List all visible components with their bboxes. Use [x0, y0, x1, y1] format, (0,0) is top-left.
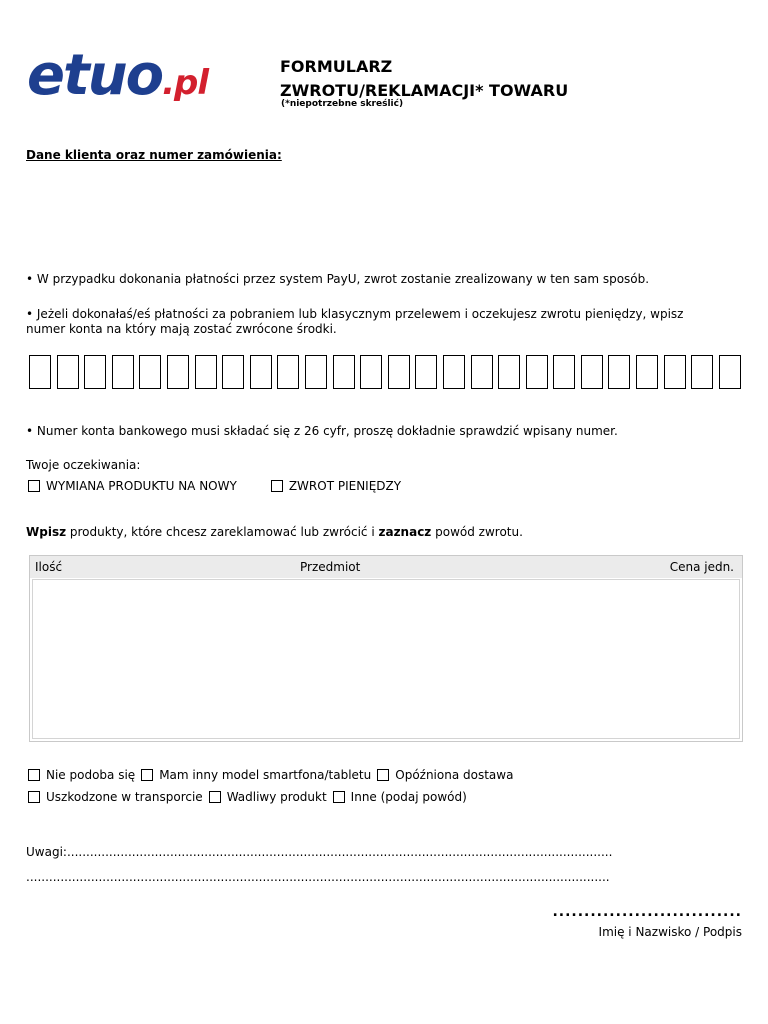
account-digit-box[interactable]	[691, 355, 713, 389]
account-digit-box[interactable]	[305, 355, 327, 389]
account-digit-box[interactable]	[112, 355, 134, 389]
reason-other-label: Inne (podaj powód)	[350, 790, 467, 804]
form-title-line1: FORMULARZ	[280, 57, 393, 76]
account-digit-box[interactable]	[581, 355, 603, 389]
form-title-note: (*niepotrzebne skreślić)	[281, 99, 404, 109]
account-digit-box[interactable]	[636, 355, 658, 389]
reason-dislike[interactable]	[28, 768, 135, 782]
customer-data-heading: Dane klienta oraz numer zamówienia:	[26, 148, 282, 162]
option-exchange[interactable]	[28, 479, 237, 493]
account-digit-box[interactable]	[526, 355, 548, 389]
instruction-text2: powód zwrotu.	[431, 525, 523, 539]
account-digit-box[interactable]	[222, 355, 244, 389]
account-info-line1: • Jeżeli dokonałaś/eś płatności za pobraniem lub klasycznym przelewem i oczekujesz zwrotu pieniędzy, wpisz	[26, 307, 684, 321]
account-digit-box[interactable]	[608, 355, 630, 389]
account-digit-box[interactable]	[250, 355, 272, 389]
account-digit-box[interactable]	[277, 355, 299, 389]
account-digit-box[interactable]	[443, 355, 465, 389]
signature-label: Imię i Nazwisko / Podpis	[598, 925, 742, 939]
account-digit-box[interactable]	[57, 355, 79, 389]
reason-transport-damage[interactable]	[28, 790, 203, 804]
payu-info: • W przypadku dokonania płatności przez system PayU, zwrot zostanie zrealizowany w ten sam sposób.	[26, 272, 650, 286]
checkbox-dislike[interactable]	[28, 769, 40, 781]
account-info-line2: numer konta na który mają zostać zwrócone środki.	[26, 322, 337, 336]
remarks-dots-2: .........................................................................................................................................................	[26, 870, 610, 884]
instruction-bold-write: Wpisz	[26, 525, 67, 539]
option-refund-label: ZWROT PIENIĘDZY	[288, 479, 402, 493]
col-unit-price: Cena jedn.	[669, 560, 734, 574]
account-digit-box[interactable]	[498, 355, 520, 389]
products-table-header	[30, 556, 742, 578]
checkbox-exchange[interactable]	[28, 480, 40, 492]
products-instruction	[26, 525, 523, 540]
col-item: Przedmiot	[300, 560, 361, 574]
etuo-logo	[27, 43, 209, 108]
account-digit-box[interactable]	[29, 355, 51, 389]
account-number-boxes	[29, 355, 741, 389]
account-digit-box[interactable]	[360, 355, 382, 389]
remarks-dots-1: ...............................................................................................................................................	[66, 845, 613, 859]
form-title-line2: ZWROTU/REKLAMACJI* TOWARU	[280, 81, 569, 100]
account-info	[26, 307, 683, 337]
products-table	[29, 555, 743, 742]
remarks-line-2[interactable]	[26, 870, 740, 884]
option-exchange-label: WYMIANA PRODUKTU NA NOWY	[46, 479, 237, 493]
reason-dislike-label: Nie podoba się	[46, 768, 136, 782]
account-digit-box[interactable]	[195, 355, 217, 389]
account-digit-box[interactable]	[664, 355, 686, 389]
reason-late-delivery[interactable]	[377, 768, 513, 782]
reason-other-model[interactable]	[141, 768, 371, 782]
account-digit-box[interactable]	[415, 355, 437, 389]
account-digit-box[interactable]	[139, 355, 161, 389]
checkbox-other[interactable]	[333, 791, 345, 803]
account-digit-box[interactable]	[333, 355, 355, 389]
instruction-text1: produkty, które chcesz zareklamować lub zwrócić i	[66, 525, 379, 539]
expectations-label: Twoje oczekiwania:	[26, 458, 141, 472]
checkbox-defective[interactable]	[209, 791, 221, 803]
checkbox-transport-damage[interactable]	[28, 791, 40, 803]
account-length-note: • Numer konta bankowego musi składać się z 26 cyfr, proszę dokładnie sprawdzić wpisany numer.	[26, 424, 618, 438]
reason-defective[interactable]	[209, 790, 327, 804]
checkbox-other-model[interactable]	[141, 769, 153, 781]
account-digit-box[interactable]	[388, 355, 410, 389]
account-digit-box[interactable]	[84, 355, 106, 389]
instruction-bold-mark: zaznacz	[378, 525, 432, 539]
remarks-line-1[interactable]	[26, 845, 740, 859]
reasons-row-2	[28, 790, 473, 804]
signature-line[interactable]: ..............................	[552, 904, 742, 920]
reason-late-delivery-label: Opóźniona dostawa	[395, 768, 514, 782]
account-digit-box[interactable]	[553, 355, 575, 389]
col-quantity: Ilość	[35, 560, 63, 574]
reasons-row-1	[28, 768, 519, 782]
products-table-body[interactable]	[32, 579, 740, 739]
account-digit-box[interactable]	[167, 355, 189, 389]
logo-main-text: etuo	[27, 43, 163, 108]
checkbox-refund[interactable]	[271, 480, 283, 492]
reason-other[interactable]	[333, 790, 467, 804]
reason-transport-damage-label: Uszkodzone w transporcie	[46, 790, 203, 804]
account-digit-box[interactable]	[719, 355, 741, 389]
reason-other-model-label: Mam inny model smartfona/tabletu	[159, 768, 372, 782]
remarks-label: Uwagi:	[26, 845, 67, 859]
logo-tld-text: .pl	[162, 63, 209, 103]
reason-defective-label: Wadliwy produkt	[226, 790, 327, 804]
option-refund[interactable]	[271, 479, 401, 493]
expectations-options	[28, 479, 407, 493]
form-title	[280, 55, 568, 103]
checkbox-late-delivery[interactable]	[377, 769, 389, 781]
account-digit-box[interactable]	[471, 355, 493, 389]
